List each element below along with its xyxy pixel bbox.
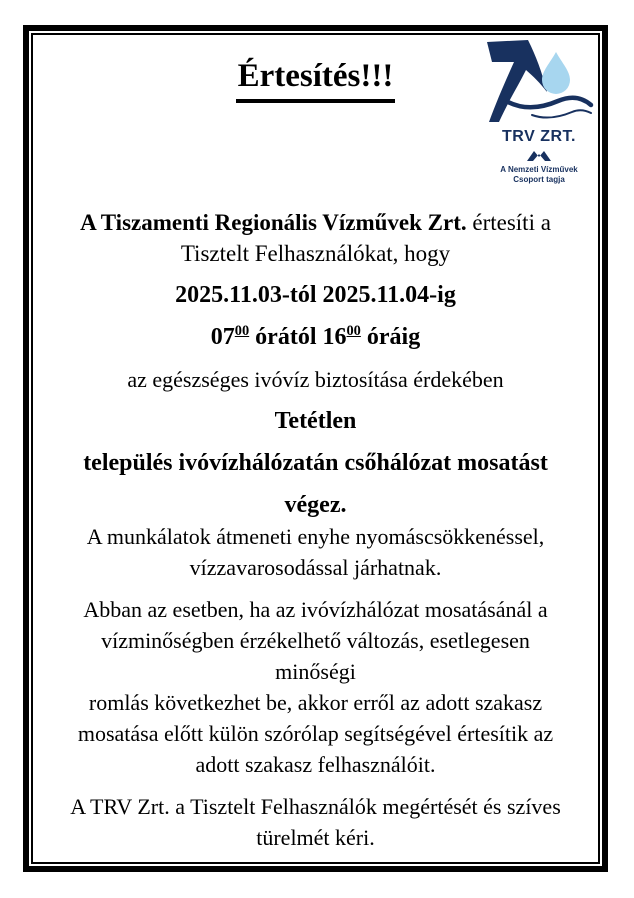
document-frame: [23, 25, 608, 872]
time-start-hour: 07: [210, 323, 235, 350]
logo-tagline: [482, 165, 596, 185]
quality-line-3: romlás következhet be, akkor erről az adott szakasz: [88, 689, 543, 715]
page-title: Értesítés!!!: [236, 58, 396, 103]
impact-line-1: A munkálatok átmeneti enyhe nyomáscsökkenéssel,: [86, 523, 545, 549]
time-suffix: óráig: [360, 323, 421, 350]
water-drop-icon: [542, 52, 570, 94]
nemzeti-vizmuvek-mark-icon: [526, 150, 552, 162]
logo-tagline-line2: Csoport tagja: [513, 175, 565, 184]
intro-line2: Tisztelt Felhasználókat, hogy: [180, 240, 451, 266]
quality-line-2: vízminőségben érzékelhető változás, esetlegesen minőségi: [101, 627, 530, 684]
document-content: [33, 35, 598, 862]
time-end-minutes: 00: [346, 322, 361, 339]
trv-logo: [482, 38, 596, 185]
nv-zigzag: [527, 151, 551, 161]
time-start-minutes: 00: [234, 322, 250, 339]
work-line: település ivóvízhálózatán csőhálózat mosatást: [83, 449, 548, 476]
logo-tagline-line1: A Nemzeti Vízművek: [500, 165, 578, 174]
reason-line: az egészséges ivóvíz biztosítása érdekében: [127, 366, 504, 392]
quality-line-5: adott szakasz felhasználóit.: [195, 751, 436, 777]
document-frame-inner: [31, 33, 600, 864]
wave-upper-icon: [508, 98, 591, 107]
intro-paragraph: [59, 207, 572, 269]
wave-lower-icon: [532, 110, 591, 117]
trv-seven-drop-icon: [484, 38, 594, 128]
work-verb-line: végez.: [284, 491, 347, 518]
time-line: [59, 322, 572, 353]
impact-paragraph: [59, 521, 572, 583]
time-middle: órától 16: [249, 323, 347, 350]
intro-company-bold: A Tiszamenti Regionális Vízművek Zrt.: [80, 209, 467, 235]
closing-paragraph: [59, 791, 572, 853]
trv-zrt-label: TRV ZRT.: [502, 128, 576, 145]
intro-rest: értesíti a: [466, 209, 551, 235]
date-line: 2025.11.03-tól 2025.11.04-ig: [175, 281, 456, 308]
closing-line-2: türelmét kéri.: [256, 824, 375, 850]
settlement-line: Tetétlen: [274, 407, 357, 434]
quality-paragraph: [59, 594, 572, 780]
quality-line-4: mosatása előtt külön szórólap segítségével értesítik az: [77, 720, 554, 746]
seven-shape: [487, 40, 547, 122]
quality-line-1: Abban az esetben, ha az ivóvízhálózat mosatásánál a: [83, 596, 548, 622]
closing-line-1: A TRV Zrt. a Tisztelt Felhasználók megértését és szíves: [70, 793, 561, 819]
impact-line-2: vízzavarosodással járhatnak.: [189, 554, 442, 580]
